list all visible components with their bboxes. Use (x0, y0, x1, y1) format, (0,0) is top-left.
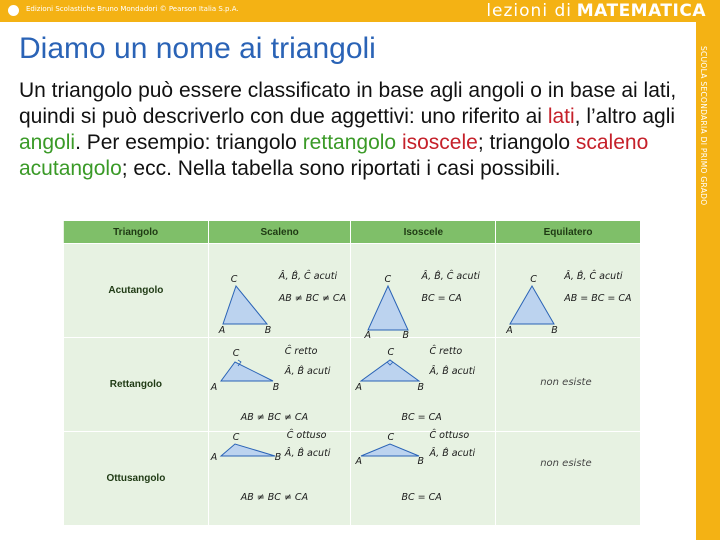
vertex-a: A (210, 382, 218, 393)
angle-note-2: Â, B̂ acuti (429, 366, 476, 377)
side-label: SCUOLA SECONDARIA DI PRIMO GRADO (699, 46, 708, 206)
para-text: Un triangolo può essere classificato in base agli angoli o in base ai lati, quindi si può descriverlo con due aggettivi: uno riferito ai (19, 79, 677, 128)
header-triangolo: Triangolo (64, 221, 209, 244)
cell-right-isosceles (351, 338, 496, 432)
header-equilatero: Equilatero (496, 221, 641, 244)
vertex-a: A (355, 456, 362, 467)
vertex-a: A (210, 452, 218, 463)
para-text: ; triangolo (477, 131, 576, 154)
row-label-rettangolo: Rettangolo (64, 338, 209, 432)
para-text: . Per esempio: triangolo (75, 131, 303, 154)
vertex-b: B (274, 452, 282, 463)
cell-obtuse-isosceles (351, 432, 496, 526)
word-rettangolo: rettangolo (302, 131, 397, 154)
vertex-b: B (264, 325, 272, 336)
word-lati: lati (547, 105, 575, 128)
side-note: BC = CA (401, 412, 442, 423)
triangle-table (63, 221, 641, 526)
vertex-c: C (384, 274, 392, 285)
angle-note-2: Â, B̂ acuti (284, 366, 331, 377)
cell-obtuse-scalene (208, 432, 351, 526)
obtuse-scalene-triangle (209, 432, 352, 525)
word-angoli: angoli (19, 131, 76, 154)
cell-acute-scalene (208, 244, 351, 338)
table-row (64, 244, 641, 338)
vertex-c: C (387, 432, 395, 443)
cell-acute-isosceles (351, 244, 496, 341)
angle-note-2: Â, B̂ acuti (429, 448, 476, 459)
angle-note: Ĉ retto (284, 346, 318, 357)
brand-title (486, 1, 706, 21)
row-label-acutangolo: Acutangolo (64, 244, 209, 338)
acute-scalene-triangle (209, 244, 352, 337)
angle-note-2: Â, B̂ acuti (284, 448, 331, 459)
word-acutangolo: acutangolo (19, 157, 122, 180)
vertex-c: C (230, 274, 238, 285)
side-note: AB ≠ BC ≠ CA (278, 293, 347, 304)
vertex-b: B (272, 382, 280, 393)
vertex-c: C (232, 432, 240, 443)
publisher-text: Edizioni Scolastiche Bruno Mondadori © Pearson Italia S.p.A. (26, 5, 239, 13)
header-isoscele: Isoscele (351, 221, 496, 244)
top-bar (0, 0, 720, 22)
angle-note: Â, B̂, Ĉ acuti (278, 271, 338, 282)
para-text: ; ecc. Nella tabella sono riportati i casi possibili. (121, 157, 561, 180)
vertex-a: A (355, 382, 362, 393)
not-exist-label: non esiste (540, 377, 592, 388)
intro-paragraph (19, 78, 691, 182)
side-note: BC = CA (401, 492, 442, 503)
row-label-ottusangolo: Ottusangolo (64, 432, 209, 526)
vertex-a: A (364, 330, 371, 341)
angle-note: Ĉ ottuso (429, 430, 470, 441)
brand-bold: MATEMATICA (576, 1, 706, 21)
side-note: AB = BC = CA (564, 293, 632, 304)
side-bar (696, 22, 720, 540)
acute-isosceles-triangle (351, 244, 496, 337)
word-isoscele: isoscele (401, 131, 478, 154)
cell-obtuse-equilateral (496, 432, 641, 526)
obtuse-isosceles-triangle (351, 432, 496, 525)
table-header-row (64, 221, 641, 244)
side-note: AB ≠ BC ≠ CA (240, 492, 309, 503)
para-text: , l’altro agli (574, 105, 676, 128)
angle-note: Â, B̂, Ĉ acuti (564, 271, 623, 282)
page-title: Diamo un nome ai triangoli (19, 32, 376, 65)
cell-right-scalene (208, 338, 351, 432)
not-exist-label: non esiste (540, 458, 592, 469)
vertex-c: C (232, 348, 240, 359)
header-scaleno: Scaleno (208, 221, 351, 244)
angle-note: Ĉ retto (429, 346, 463, 357)
cell-acute-equilateral (496, 244, 641, 338)
vertex-c: C (530, 274, 537, 285)
angle-note: Â, B̂, Ĉ acuti (421, 271, 480, 282)
table-row (64, 432, 641, 526)
publisher-logo-icon (8, 5, 19, 16)
acute-equilateral-triangle (496, 244, 641, 337)
vertex-a: A (218, 325, 226, 336)
vertex-b: B (417, 456, 425, 467)
side-note: BC = CA (421, 293, 462, 304)
word-scaleno: scaleno (575, 131, 649, 154)
side-note: AB ≠ BC ≠ CA (240, 412, 309, 423)
angle-note: Ĉ ottuso (286, 430, 327, 441)
vertex-b: B (402, 330, 410, 341)
vertex-b: B (417, 382, 425, 393)
cell-right-equilateral (496, 338, 641, 432)
brand-light: lezioni di (486, 1, 572, 21)
vertex-c: C (387, 347, 395, 358)
vertex-a: A (506, 325, 513, 336)
vertex-b: B (551, 325, 558, 336)
table-row (64, 338, 641, 432)
